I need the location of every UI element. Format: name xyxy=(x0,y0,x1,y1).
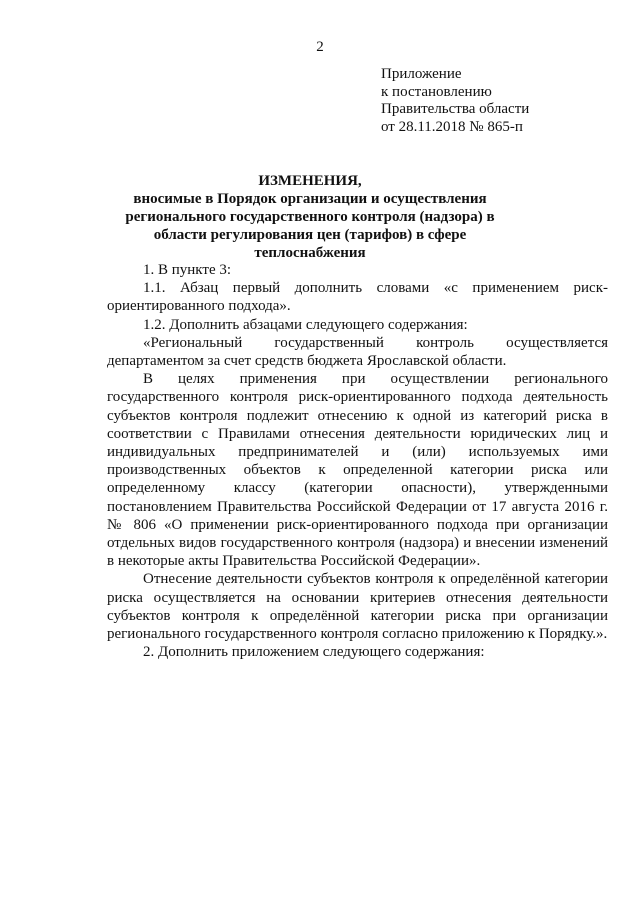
title-subtitle: вносимые в Порядок организации и осуществления регионального государственного контроля (надзора) в области регулирования цен (тарифов) в сфере теплоснабжения xyxy=(125,191,495,261)
paragraph: 1. В пункте 3: xyxy=(143,262,232,278)
paragraph: 1.2. Дополнить абзацами следующего содержания: xyxy=(143,316,468,333)
paragraph: Отнесение деятельности субъектов контроля к определённой категории риска осуществляется на основании критериев отнесения деятельности субъектов контроля к определённой категории риска при организации регионального государственного контроля согласно приложению к Порядку.». xyxy=(107,571,608,643)
appendix-line: Приложение xyxy=(381,66,462,82)
paragraph: 2. Дополнить приложением следующего содержания: xyxy=(143,644,485,661)
title-heading: ИЗМЕНЕНИЯ, xyxy=(258,173,362,189)
paragraph: 1.1. Абзац первый дополнить словами «с применением риск-ориентированного подхода». xyxy=(107,280,608,315)
paragraph: В целях применения при осуществлении регионального государственного контроля риск-ориентированного подхода деятельность субъектов контроля подлежит отнесению к одной из категорий риска в соответствии с Правилами отнесения деятельности юридических лиц и индивидуальных предпринимателей и (или) используемых ими производственных объектов к определенной категории риска или определенному классу (категории опасности), утвержденными постановлением Правительства Российской Федерации от 17 августа 2016 г. № 806 «О применении риск-ориентированного подхода при организации отдельных видов государственного контроля (надзора) и внесении изменений в некоторые акты Правительства Российской Федерации». xyxy=(107,371,608,570)
appendix-line: Правительства области xyxy=(381,101,530,117)
appendix-header xyxy=(381,66,621,136)
document-title xyxy=(106,172,514,262)
appendix-line: к постановлению xyxy=(381,83,492,100)
document-body xyxy=(107,261,608,661)
page-number: 2 xyxy=(316,39,324,55)
appendix-line: от 28.11.2018 № 865-п xyxy=(381,118,523,135)
paragraph: «Региональный государственный контроль осуществляется департаментом за счет средств бюджета Ярославской области. xyxy=(107,334,608,370)
